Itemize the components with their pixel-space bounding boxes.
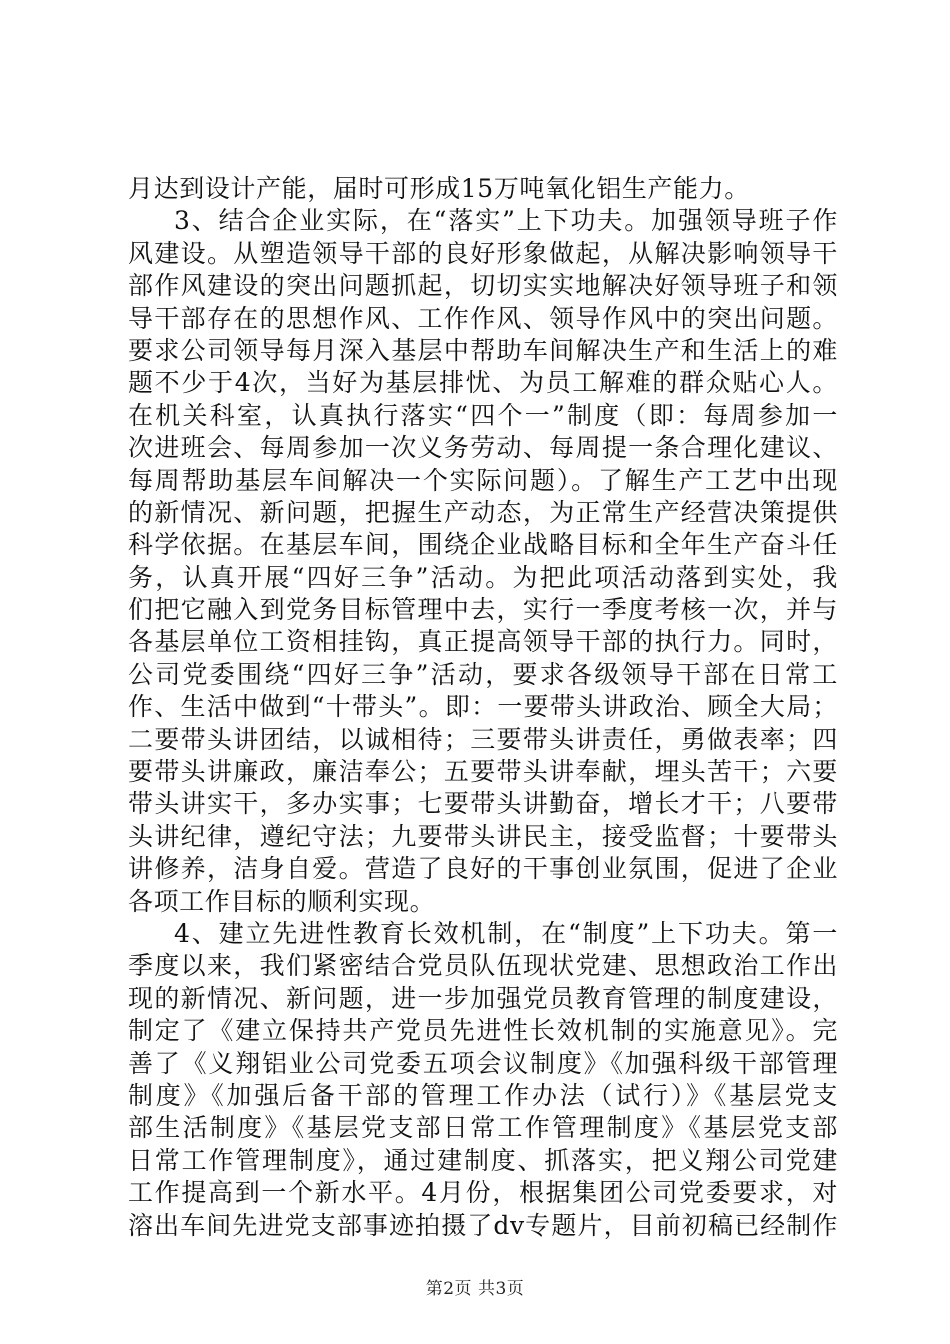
- text-line: 次进班会、每周参加一次义务劳动、每周提一条合理化建议、: [128, 433, 838, 463]
- text-line: 讲修养，洁身自爱。营造了良好的干事创业氛围，促进了企业: [128, 854, 838, 884]
- text-line: 部生活制度》《基层党支部日常工作管理制度》《基层党支部: [128, 1113, 838, 1143]
- text-line: 导干部存在的思想作风、工作作风、领导作风中的突出问题。: [128, 303, 838, 333]
- text-line: 的新情况、新问题，把握生产动态，为正常生产经营决策提供: [128, 497, 838, 527]
- text-line: 各项工作目标的顺利实现。: [128, 886, 436, 916]
- text-line: 部作风建设的突出问题抓起，切切实实地解决好领导班子和领: [128, 271, 838, 301]
- text-line: 工作提高到一个新水平。4月份，根据集团公司党委要求，对: [128, 1178, 838, 1208]
- body-text: [128, 173, 838, 1242]
- text-line: 务，认真开展“四好三争”活动。为把此项活动落到实处，我: [128, 562, 838, 592]
- text-line: 制度》《加强后备干部的管理工作办法（试行）》《基层党支: [128, 1080, 838, 1110]
- text-line: 二要带头讲团结，以诚相待；三要带头讲责任，勇做表率；四: [128, 724, 838, 754]
- text-line: 科学依据。在基层车间，围绕企业战略目标和全年生产奋斗任: [128, 530, 838, 560]
- text-line: 善了《义翔铝业公司党委五项会议制度》《加强科级干部管理: [128, 1048, 838, 1078]
- text-line: 风建设。从塑造领导干部的良好形象做起，从解决影响领导干: [128, 238, 838, 268]
- text-line: 带头讲实干，多办实事；七要带头讲勤奋，增长才干；八要带: [128, 789, 838, 819]
- text-line: 各基层单位工资相挂钩，真正提高领导干部的执行力。同时，: [128, 627, 838, 657]
- text-line: 4、建立先进性教育长效机制，在“制度”上下功夫。第一: [174, 918, 838, 948]
- text-line: 月达到设计产能，届时可形成15万吨氧化铝生产能力。: [128, 174, 750, 203]
- text-line: 作、生活中做到“十带头”。即：一要带头讲政治、顾全大局；: [128, 692, 838, 722]
- text-line: 每周帮助基层车间解决一个实际问题）。了解生产工艺中出现: [128, 465, 838, 495]
- text-line: 们把它融入到党务目标管理中去，实行一季度考核一次，并与: [128, 595, 838, 625]
- text-line: 在机关科室，认真执行落实“四个一”制度（即：每周参加一: [128, 400, 838, 430]
- text-line: 头讲纪律，遵纪守法；九要带头讲民主，接受监督；十要带头: [128, 821, 838, 851]
- text-line: 要带头讲廉政，廉洁奉公；五要带头讲奉献，埋头苦干；六要: [128, 757, 838, 787]
- text-line: 题不少于4次，当好为基层排忧、为员工解难的群众贴心人。: [128, 368, 838, 398]
- text-line: 要求公司领导每月深入基层中帮助车间解决生产和生活上的难: [128, 335, 838, 365]
- text-line: 现的新情况、新问题，进一步加强党员教育管理的制度建设，: [128, 983, 838, 1013]
- page-footer: 第2页 共3页: [425, 1279, 525, 1299]
- text-line: 公司党委围绕“四好三争”活动，要求各级领导干部在日常工: [128, 659, 838, 689]
- text-line: 3、结合企业实际，在“落实”上下功夫。加强领导班子作: [174, 206, 838, 236]
- text-line: 制定了《建立保持共产党员先进性长效机制的实施意见》。完: [128, 1016, 838, 1046]
- text-line: 日常工作管理制度》，通过建制度、抓落实，把义翔公司党建: [128, 1145, 838, 1175]
- text-line: 溶出车间先进党支部事迹拍摄了dv专题片，目前初稿已经制作: [128, 1210, 838, 1240]
- text-line: 季度以来，我们紧密结合党员队伍现状党建、思想政治工作出: [128, 951, 838, 981]
